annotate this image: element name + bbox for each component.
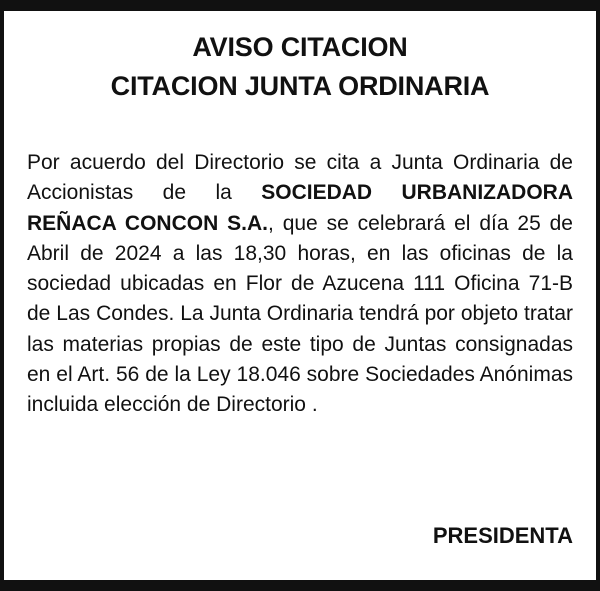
- notice-subtitle: CITACION JUNTA ORDINARIA: [110, 71, 490, 101]
- body-text-details: , que se celebrará el día 25 de Abril de 2024 a las 18,30 horas, en las oficinas de la sociedad ubicadas en Flor de Azucena 111 Oficina 71-B de Las Condes. La Junta Ordinaria tendrá por objeto tratar las materias propias de este tipo de Juntas consignadas en el Art. 56 de la Ley 18.046 sobre Sociedades Anónimas incluida elección de Directorio .: [27, 211, 573, 417]
- company-name: SOCIEDAD URBANIZADORA REÑACA CONCON S.A.: [27, 181, 574, 235]
- notice-body: [27, 148, 573, 421]
- signature: PRESIDENTA: [432, 523, 573, 548]
- body-text-intro: Por acuerdo del Directorio se cita a Junta Ordinaria de Accionistas de la: [27, 151, 573, 205]
- notice-title: AVISO CITACION: [192, 32, 408, 62]
